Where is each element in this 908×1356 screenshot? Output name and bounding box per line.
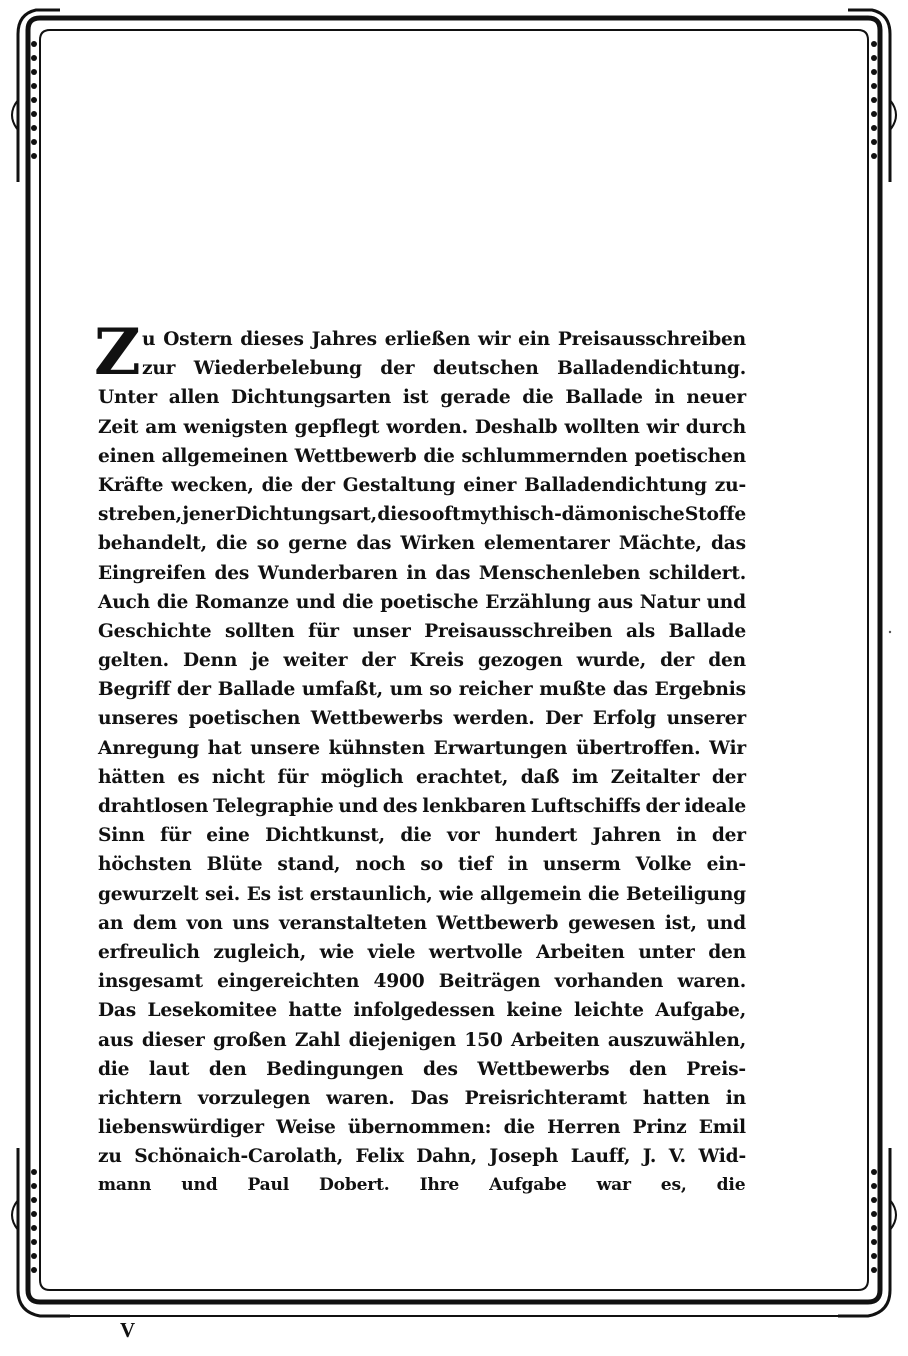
page-number: V <box>120 1318 136 1342</box>
text-line: u Ostern dieses Jahres erließen wir ein Preisausschreiben <box>142 329 746 350</box>
text-line: Auch die Romanze und die poetische Erzählung aus Natur und <box>98 591 746 613</box>
text-line: mann und Paul Dobert. Ihre Aufgabe war es, die <box>98 1175 746 1196</box>
text-line: hätten es nicht für möglich erachtet, daß im Zeitalter der <box>98 766 746 788</box>
text-line: gewurzelt sei. Es ist erstaunlich, wie allgemein die Beteiligung <box>98 883 746 905</box>
text-line: Zeit am wenigsten gepflegt worden. Deshalb wollten wir durch <box>98 416 746 438</box>
text-line: die laut den Bedingungen des Wettbewerbs den Preis- <box>98 1058 746 1080</box>
text-line: Eingreifen des Wunderbaren in das Menschenleben schildert. <box>98 562 746 584</box>
drop-cap: Z <box>94 315 141 390</box>
text-line: drahtlosen Telegraphie und des lenkbaren Luftschiffs der ideale <box>98 796 746 817</box>
text-line: Sinn für eine Dichtkunst, die vor hundert Jahren in der <box>98 825 746 847</box>
text-line: Begriff der Ballade umfaßt, um so reicher mußte das Ergebnis <box>98 679 746 701</box>
text-line: richtern vorzulegen waren. Das Preisrichteramt hatten in <box>98 1087 746 1109</box>
text-line: insgesamt eingereichten 4900 Beiträgen vorhanden waren. <box>98 971 746 993</box>
text-line: Das Lesekomitee hatte infolgedessen keine leichte Aufgabe, <box>98 1000 746 1022</box>
text-line: liebenswürdiger Weise übernommen: die Herren Prinz Emil <box>98 1117 746 1139</box>
text-line: erfreulich zugleich, wie viele wertvolle Arbeiten unter den <box>98 941 746 963</box>
text-line: zu Schönaich-Carolath, Felix Dahn, Joseph Lauff, J. V. Wid- <box>98 1146 746 1168</box>
text-line: Kräfte wecken, die der Gestaltung einer Balladendichtung zu- <box>98 474 746 496</box>
text-line: behandelt, die so gerne das Wirken elementarer Mächte, das <box>98 533 746 555</box>
text-line: Anregung hat unsere kühnsten Erwartungen übertroffen. Wir <box>98 737 746 759</box>
text-line: an dem von uns veranstalteten Wettbewerb gewesen ist, und <box>98 912 746 934</box>
text-line: höchsten Blüte stand, noch so tief in unserm Volke ein- <box>98 854 746 876</box>
text-line: einen allgemeinen Wettbewerb die schlummernden poetischen <box>98 445 746 467</box>
text-line: aus dieser großen Zahl diejenigen 150 Arbeiten auszuwählen, <box>98 1029 746 1051</box>
text-line: gelten. Denn je weiter der Kreis gezogen wurde, der den <box>98 650 746 672</box>
text-line: unseres poetischen Wettbewerbs werden. Der Erfolg unserer <box>98 708 746 730</box>
body-text <box>94 315 746 1201</box>
text-line: Geschichte sollten für unser Preisausschreiben als Ballade <box>98 620 746 642</box>
paragraph <box>98 325 746 1201</box>
text-line: zur Wiederbelebung der deutschen Balladendichtung. <box>142 358 746 380</box>
text-line: streben, jener Dichtungsart, die so oft mythisch-dämonische Stoffe <box>98 504 746 526</box>
text-line: Unter allen Dichtungsarten ist gerade die Ballade in neuer <box>98 387 746 409</box>
